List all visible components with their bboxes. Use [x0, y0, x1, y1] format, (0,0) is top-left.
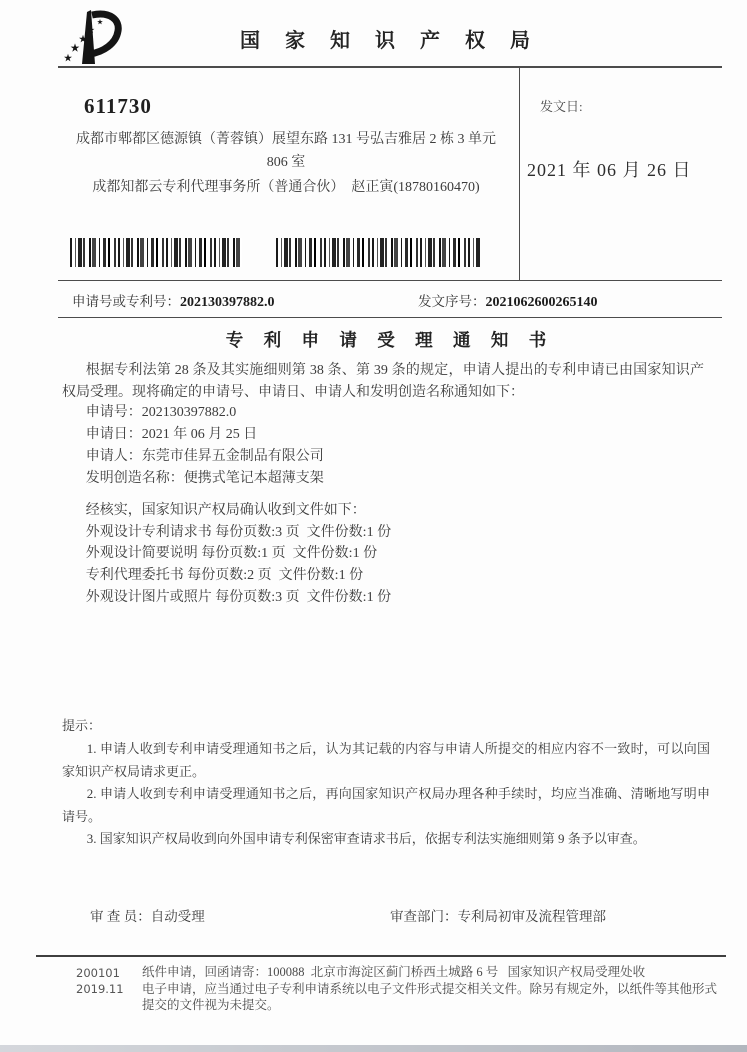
document-item: 专利代理委托书 每份页数:2 页 文件份数:1 份 — [85, 568, 364, 584]
reference-row — [72, 290, 722, 311]
received-documents — [62, 500, 682, 609]
recipient-code: 611730 — [84, 94, 152, 118]
scan-bottom-edge — [0, 1045, 747, 1052]
notice-title: 专 利 申 请 受 理 通 知 书 — [225, 330, 555, 350]
field-label: 发明创造名称： — [85, 471, 184, 486]
application-number-value: 202130397882.0 — [180, 295, 275, 310]
recipient-address-line1: 成都市郫都区德源镇（菁蓉镇）展望东路 131 号弘吉雅居 2 栋 3 单元 — [76, 132, 496, 147]
field-value: 202130397882.0 — [141, 405, 237, 420]
field-value: 便携式笔记本超薄支架 — [183, 471, 324, 486]
field-value: 东莞市佳昇五金制品有限公司 — [141, 449, 324, 464]
signoff-row — [90, 905, 710, 925]
note-item: 3. 国家知识产权局收到向外国申请专利保密审查请求书后，依据专利法实施细则第 9 条予以审查。 — [86, 831, 646, 846]
serial-number-label: 发文序号： — [418, 294, 486, 309]
department-value: 专利局初审及流程管理部 — [457, 909, 606, 924]
recipient-address-line2: 806 室 — [266, 155, 306, 170]
barcode-right — [276, 238, 480, 267]
divider-below-ref-row — [58, 317, 722, 318]
divider-above-ref-row — [58, 280, 722, 281]
barcode-left — [70, 238, 242, 267]
field-label: 申请人： — [85, 449, 142, 464]
confirm-line: 经核实，国家知识产权局确认收到文件如下： — [85, 503, 366, 518]
application-fields — [62, 402, 682, 490]
examiner-label: 审 查 员： — [90, 909, 151, 924]
footer-line-electronic: 电子申请，应当通过电子专利申请系统以电子文件形式提交相关文件。除另有规定外，以纸件等其他形式提交的文件视为未提交。 — [142, 981, 718, 1012]
footer-form-codes — [76, 965, 124, 997]
document-item: 外观设计简要说明 每份页数:1 页 文件份数:1 份 — [85, 546, 378, 562]
document-item: 外观设计图片或照片 每份页数:3 页 文件份数:1 份 — [85, 589, 392, 605]
body-paragraph: 根据专利法第 28 条及其实施细则第 38 条、第 39 条的规定，申请人提出的专利申请已由国家知识产权局受理。现将确定的申请号、申请日、申请人和发明创造名称通知如下： — [62, 363, 704, 400]
footer-rule — [36, 955, 726, 957]
field-label: 申请号： — [85, 405, 142, 420]
footer-code-1: 200101 — [76, 966, 120, 980]
dispatch-date-label: 发文日: — [540, 99, 583, 114]
footer-instructions — [142, 964, 720, 1014]
field-invention-title — [62, 468, 682, 490]
date-box-left-border — [519, 67, 520, 281]
serial-number-value: 2021062600265140 — [485, 295, 598, 310]
document-item: 外观设计专利请求书 每份页数:3 页 文件份数:1 份 — [85, 524, 392, 540]
field-value: 2021 年 06 月 25 日 — [141, 427, 258, 442]
department-label: 审查部门： — [390, 909, 458, 924]
notes-list — [62, 738, 710, 851]
application-number-label: 申请号或专利号： — [72, 294, 180, 309]
footer-code-2: 2019.11 — [76, 982, 124, 996]
field-label: 申请日： — [85, 427, 142, 442]
examiner-value: 自动受理 — [150, 909, 205, 924]
note-item: 1. 申请人收到专利申请受理通知书之后，认为其记载的内容与申请人所提交的相应内容不一致时，可以向国家知识产权局请求更正。 — [62, 741, 710, 779]
dispatch-date-value: 2021 年 06 月 26 日 — [527, 160, 692, 180]
recipient-agency-line: 成都知都云专利代理事务所（普通合伙） 赵正寅(18780160470) — [92, 180, 480, 195]
note-item: 2. 申请人收到专利申请受理通知书之后，再向国家知识产权局办理各种手续时，均应当准确、清晰地写明申请号。 — [62, 786, 710, 824]
footer-line-paper: 纸件申请，回函请寄：100088 北京市海淀区蓟门桥西土城路 6 号 国家知识产权局受理处收 — [142, 965, 646, 979]
field-application-date — [62, 424, 682, 446]
field-application-number — [62, 402, 682, 424]
org-title: 国 家 知 识 产 权 局 — [240, 30, 540, 52]
notes-label: 提示： — [62, 718, 102, 733]
recipient-address-block — [60, 128, 512, 199]
header-rule — [58, 66, 722, 68]
field-applicant — [62, 446, 682, 468]
